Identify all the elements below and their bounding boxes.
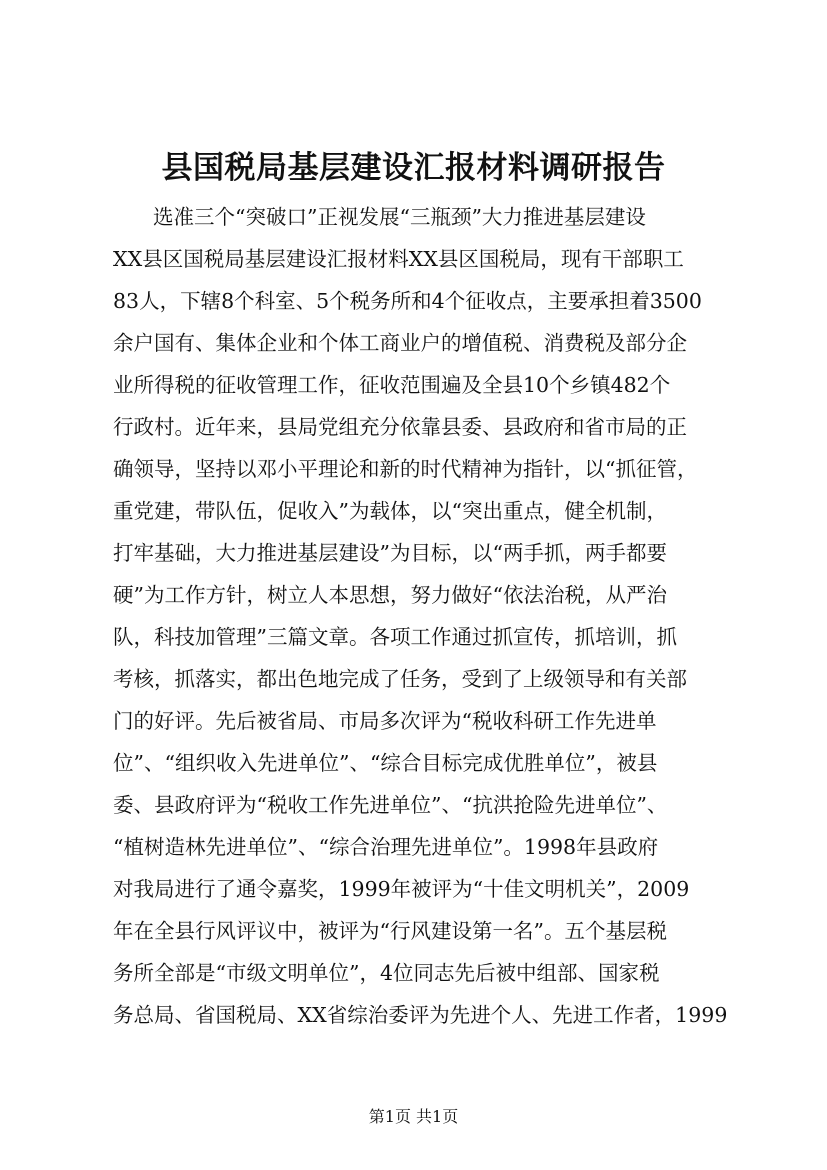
body-line: 位”、“组织收入先进单位”、“综合目标完成优胜单位”，被县 <box>113 751 658 775</box>
body-line: 选准三个“突破口”正视发展“三瓶颈”大力推进基层建设 <box>153 205 646 229</box>
body-line: 重党建，带队伍，促收入”为载体，以“突出重点，健全机制， <box>113 499 667 523</box>
document-body <box>113 196 733 1036</box>
body-line: 年在全县行风评议中，被评为“行风建设第一名”。五个基层税 <box>113 919 667 943</box>
document-title: 县国税局基层建设汇报材料调研报告 <box>161 150 666 186</box>
body-line: 业所得税的征收管理工作，征收范围遍及全县10个乡镇482个 <box>113 373 671 397</box>
body-line: XX县区国税局基层建设汇报材料XX县区国税局，现有干部职工 <box>113 247 684 271</box>
body-line: 确领导，坚持以邓小平理论和新的时代精神为指针，以“抓征管， <box>113 457 698 481</box>
body-line: 务所全部是“市级文明单位”，4位同志先后被中组部、国家税 <box>113 961 660 985</box>
body-line: 队，科技加管理”三篇文章。各项工作通过抓宣传，抓培训，抓 <box>113 625 677 649</box>
body-line: 打牢基础，大力推进基层建设”为目标，以“两手抓，两手都要 <box>113 541 667 565</box>
page-number-footer: 第1页 共1页 <box>368 1107 459 1126</box>
body-line: 考核，抓落实，都出色地完成了任务，受到了上级领导和有关部 <box>113 667 687 691</box>
body-line: 行政村。近年来，县局党组充分依靠县委、县政府和省市局的正 <box>113 415 687 439</box>
body-line: “植树造林先进单位”、“综合治理先进单位”。1998年县政府 <box>113 835 659 859</box>
body-line: 83人，下辖8个科室、5个税务所和4个征收点，主要承担着3500 <box>113 289 702 313</box>
body-line: 对我局进行了通令嘉奖，1999年被评为“十佳文明机关”，2009 <box>113 877 690 901</box>
body-line: 硬”为工作方针，树立人本思想，努力做好“依法治税，从严治 <box>113 583 667 607</box>
body-line: 务总局、省国税局、XX省综治委评为先进个人、先进工作者，1999 <box>113 1003 728 1027</box>
body-line: 门的好评。先后被省局、市局多次评为“税收科研工作先进单 <box>113 709 657 733</box>
body-line: 委、县政府评为“税收工作先进单位”、“抗洪抢险先进单位”、 <box>113 793 668 817</box>
body-line: 余户国有、集体企业和个体工商业户的增值税、消费税及部分企 <box>113 331 687 355</box>
